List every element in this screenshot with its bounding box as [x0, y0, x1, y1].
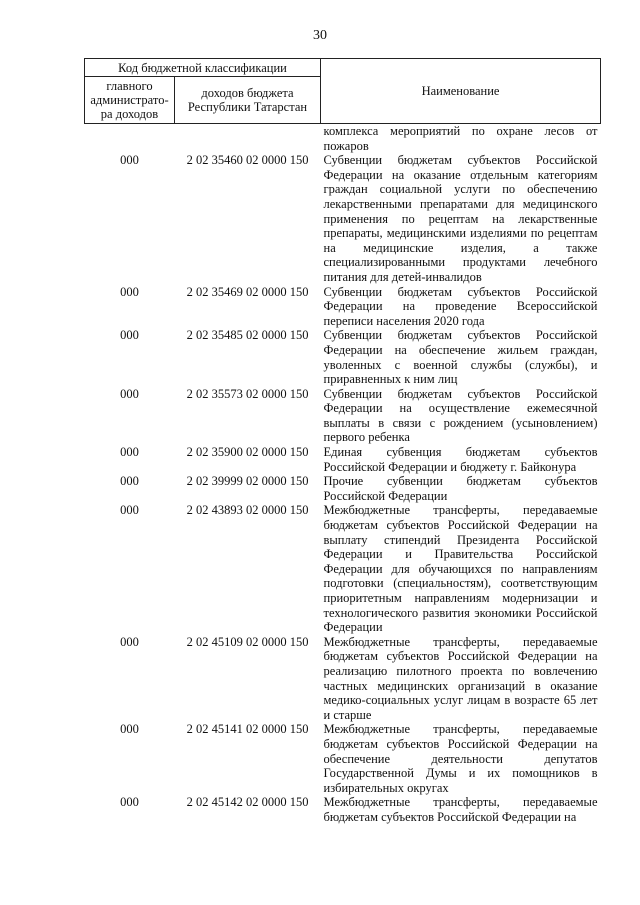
- header-name: Наименование: [321, 59, 601, 124]
- administrator-code: 000: [120, 722, 139, 737]
- administrator-code: 000: [120, 328, 139, 343]
- revenue-name: Межбюджетные трансферты, передаваемые бюджетам субъектов Российской Федерации на: [323, 795, 598, 824]
- revenue-name: Субвенции бюджетам субъектов Российской Федерации на осуществление ежемесячной выплаты в связи с рождением (усыновлением) первого ребенка: [323, 386, 598, 445]
- revenue-name: Межбюджетные трансферты, передаваемые бюджетам субъектов Российской Федерации на реализацию пилотного проекта по вовлечению частных медицинских организаций в оказание медико-социальных услуг лицам в возрасте 65 лет и старше: [323, 634, 598, 722]
- revenue-code: 2 02 35469 02 0000 150: [186, 284, 309, 299]
- budget-classification-table: [84, 58, 601, 825]
- administrator-code: 000: [120, 153, 139, 168]
- table-row: [85, 285, 601, 329]
- revenue-code: 2 02 45141 02 0000 150: [186, 722, 309, 737]
- administrator-code: 000: [120, 503, 139, 518]
- continuation-text: комплекса мероприятий по охране лесов от пожаров: [323, 124, 598, 153]
- revenue-name: Субвенции бюджетам субъектов Российской Федерации на оказание отдельным категориям граждан социальной услуги по обеспечению лекарственными препаратами для медицинского применения по рецептам на лекарственные препараты, медицинскими изделиями по рецептам на медицинские изделия, а также специализированными продуктами лечебного питания для детей-инвалидов: [323, 153, 598, 284]
- header-classification-code: Код бюджетной классификации: [85, 59, 321, 77]
- revenue-code: 2 02 35573 02 0000 150: [186, 386, 309, 401]
- table-row: [85, 328, 601, 386]
- revenue-code: 2 02 45109 02 0000 150: [186, 634, 309, 649]
- administrator-code: 000: [120, 795, 139, 810]
- page-number: 30: [313, 28, 327, 43]
- table-row: [85, 503, 601, 634]
- revenue-name: Межбюджетные трансферты, передаваемые бюджетам субъектов Российской Федерации на выплату стипендий Президента Российской Федерации и Правительства Российской Федерации для обучающихся по направлениям подготовки (специальностям), соответствующим приоритетным направлениям модернизации и технологического развития экономики Российской Федерации: [323, 503, 598, 635]
- administrator-code: 000: [120, 634, 139, 649]
- table-row: [85, 635, 601, 723]
- revenue-name: Субвенции бюджетам субъектов Российской Федерации на обеспечение жильем граждан, уволенных с военной службы (службы), и приравненных к ним лиц: [323, 328, 598, 387]
- administrator-code: 000: [120, 474, 139, 489]
- table-row: [85, 445, 601, 474]
- revenue-code: 2 02 45142 02 0000 150: [186, 795, 309, 810]
- header-revenue-code: доходов бюджета Республики Татарстан: [175, 77, 321, 124]
- table-row: [85, 722, 601, 795]
- revenue-code: 2 02 39999 02 0000 150: [186, 474, 309, 489]
- revenue-name: Прочие субвенции бюджетам субъектов Российской Федерации: [323, 474, 598, 503]
- revenue-code: 2 02 35900 02 0000 150: [186, 445, 309, 460]
- revenue-code: 2 02 35485 02 0000 150: [186, 328, 309, 343]
- revenue-code: 2 02 35460 02 0000 150: [186, 153, 309, 168]
- table-row: [85, 474, 601, 503]
- table-row: [85, 387, 601, 445]
- administrator-code: 000: [120, 386, 139, 401]
- revenue-code: 2 02 43893 02 0000 150: [186, 503, 309, 518]
- administrator-code: 000: [120, 284, 139, 299]
- revenue-name: Единая субвенция бюджетам субъектов Российской Федерации и бюджету г. Байконура: [323, 445, 598, 474]
- administrator-code: 000: [120, 445, 139, 460]
- table-row: [85, 795, 601, 824]
- revenue-name: Межбюджетные трансферты, передаваемые бюджетам субъектов Российской Федерации на обеспечение деятельности депутатов Государственной Думы и их помощников в избирательных округах: [323, 722, 598, 795]
- table-row: [85, 153, 601, 284]
- revenue-name: Субвенции бюджетам субъектов Российской Федерации на проведение Всероссийской переписи населения 2020 года: [323, 284, 598, 328]
- continuation-row: [85, 124, 601, 154]
- header-main-administrator: главного администрато-ра доходов: [85, 77, 175, 124]
